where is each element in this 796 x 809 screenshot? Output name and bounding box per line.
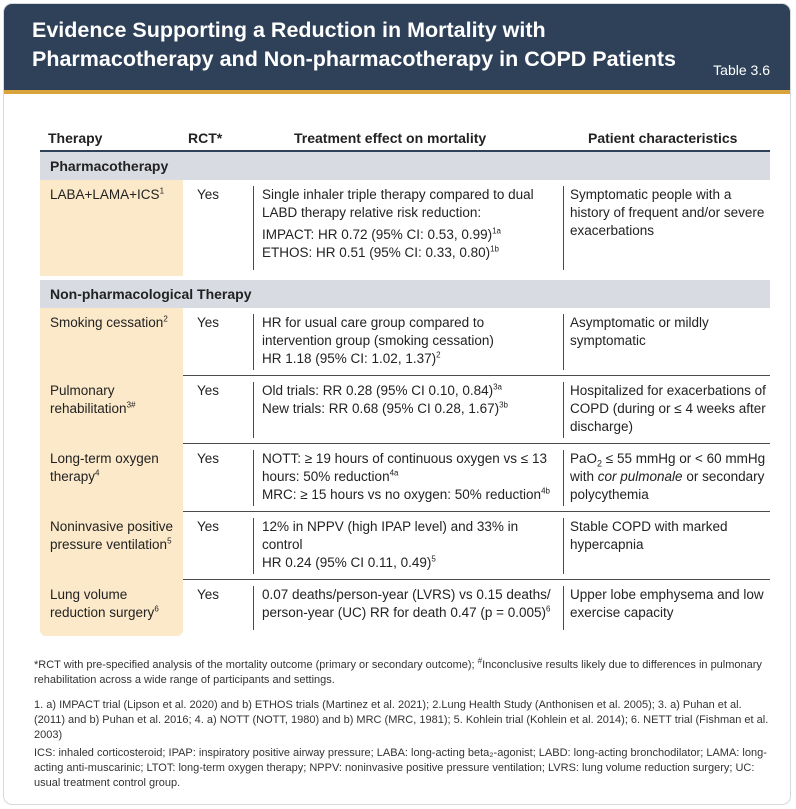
patient-characteristics: Asymptomatic or mildly symptomatic: [570, 315, 709, 348]
divider: [563, 518, 564, 574]
therapy-name: Pulmonary rehabilitation$^{3\#}$: [50, 383, 136, 416]
footnote-abbreviations: ICS: inhaled corticosteroid; IPAP: inspiratory positive airway pressure; LABA: long-acting beta₂-agonist; LABD: long-acting bronchodilator; LAMA: long-acting anti-muscarinic; LTOT: long-term oxygen therapy; NPPV: noninvasive positive pressure ventilation; LVRS: lung volume reduction surgery; UC: usual treatment control group.: [34, 747, 767, 789]
column-header-therapy: Therapy: [48, 130, 103, 146]
therapy-name: Noninvasive positive pressure ventilation$^5$: [50, 519, 174, 552]
patient-characteristics: Symptomatic people with a history of frequent and/or severe exacerbations: [570, 187, 765, 238]
divider: [563, 586, 564, 630]
therapy-name: $LABA+LAMA+ICS^1$: [50, 186, 165, 202]
table-row: [40, 444, 770, 512]
section-non-pharmacological: [40, 280, 770, 308]
table-title: Evidence Supporting a Reduction in Mortality with Pharmacotherapy and Non-pharmacotherapy in COPD Patients: [32, 18, 676, 71]
rct-value: Yes: [197, 587, 220, 602]
table-header: [4, 4, 790, 94]
therapy-name: Long-term oxygen therapy$^4$: [50, 451, 159, 484]
table-row: [40, 580, 770, 636]
patient-characteristics: Hospitalized for exacerbations of COPD (during or ≤ 4 weeks after discharge): [570, 383, 766, 434]
table-number: Table 3.6: [713, 62, 770, 78]
rct-value: Yes: [197, 451, 220, 466]
column-header-patient: Patient characteristics: [588, 130, 738, 146]
treatment-effect: NOTT: ≥ 19 hours of continuous oxygen vs ≤ 13 hours: 50% reduction$^{4a}$ MRC: ≥ 15 hours vs no oxygen: 50% reduction$^{4b}$: [262, 451, 550, 502]
divider: [563, 382, 564, 438]
section-label: Non-pharmacological Therapy: [50, 286, 252, 302]
therapy-name: Lung volume reduction surgery$^6$: [50, 587, 159, 620]
treatment-effect: HR for usual care group compared to intervention group (smoking cessation) HR 1.18 (95% CI: 1.02, 1.37)$^2$: [262, 315, 494, 366]
divider: [253, 382, 254, 438]
treatment-effect: Old trials: RR 0.28 (95% CI 0.10, 0.84)$^{3a}$ New trials: RR 0.68 (95% CI 0.28, 1.67)$^{3b}$: [262, 382, 509, 416]
rct-value: Yes: [197, 187, 220, 202]
footnote-rct: *RCT with pre-specified analysis of the mortality outcome (primary or secondary outcome); #Inconclusive results likely due to differences in pulmonary rehabilitation across a wide range of participants and settings.: [34, 656, 762, 686]
table-row: [40, 376, 770, 444]
treatment-effect: Single inhaler triple therapy compared to dual LABD therapy relative risk reduction: IMPACT: HR 0.72 (95% CI: 0.53, 0.99)$^{1a}$ ETHOS: HR 0.51 (95% CI: 0.33, 0.80)$^{1b}$: [262, 187, 534, 260]
section-label: Pharmacotherapy: [50, 158, 169, 174]
treatment-effect: 0.07 deaths/person-year (LVRS) vs 0.15 deaths/ person-year (UC) RR for death 0.47 (p = 0.005)$^6$: [262, 587, 551, 620]
divider: [253, 314, 254, 370]
footnote-references: 1. a) IMPACT trial (Lipson et al. 2020) and b) ETHOS trials (Martinez et al. 2021); 2.Lung Health Study (Anthonisen et al. 2005); 3. a) Puhan et al. (2011) and b) Puhan et al. 2016; 4. a) NOTT (NOTT, 1980) and b) MRC (MRC, 1981); 5. Kohlein trial (Kohlein et al. 2014); 6. NETT trial (Fishman et al. 2003): [34, 699, 769, 741]
divider: [253, 586, 254, 630]
table-row: [40, 180, 770, 276]
rct-value: Yes: [197, 315, 220, 330]
divider: [563, 314, 564, 370]
table-row: [40, 512, 770, 580]
section-pharmacotherapy: [40, 152, 770, 180]
divider: [253, 450, 254, 506]
divider: [253, 186, 254, 270]
divider: [563, 450, 564, 506]
column-header-effect: Treatment effect on mortality: [294, 130, 487, 146]
column-header-rct: RCT*: [188, 130, 223, 146]
table-card: [4, 4, 790, 804]
rct-value: Yes: [197, 383, 220, 398]
therapy-name: Smoking cessation$^2$: [50, 314, 168, 330]
divider: [253, 518, 254, 574]
patient-characteristics: Upper lobe emphysema and low exercise capacity: [570, 587, 764, 620]
divider: [563, 186, 564, 270]
rct-value: Yes: [197, 519, 220, 534]
patient-characteristics: Stable COPD with marked hypercapnia: [570, 519, 728, 552]
treatment-effect: 12% in NPPV (high IPAP level) and 33% in control HR 0.24 (95% CI 0.11, 0.49)$^5$: [262, 519, 519, 570]
patient-characteristics: PaO$_2$ ≤ 55 mmHg or < 60 mmHg with cor pulmonale or secondary polycythemia: [570, 451, 766, 502]
table-row: [40, 308, 770, 376]
